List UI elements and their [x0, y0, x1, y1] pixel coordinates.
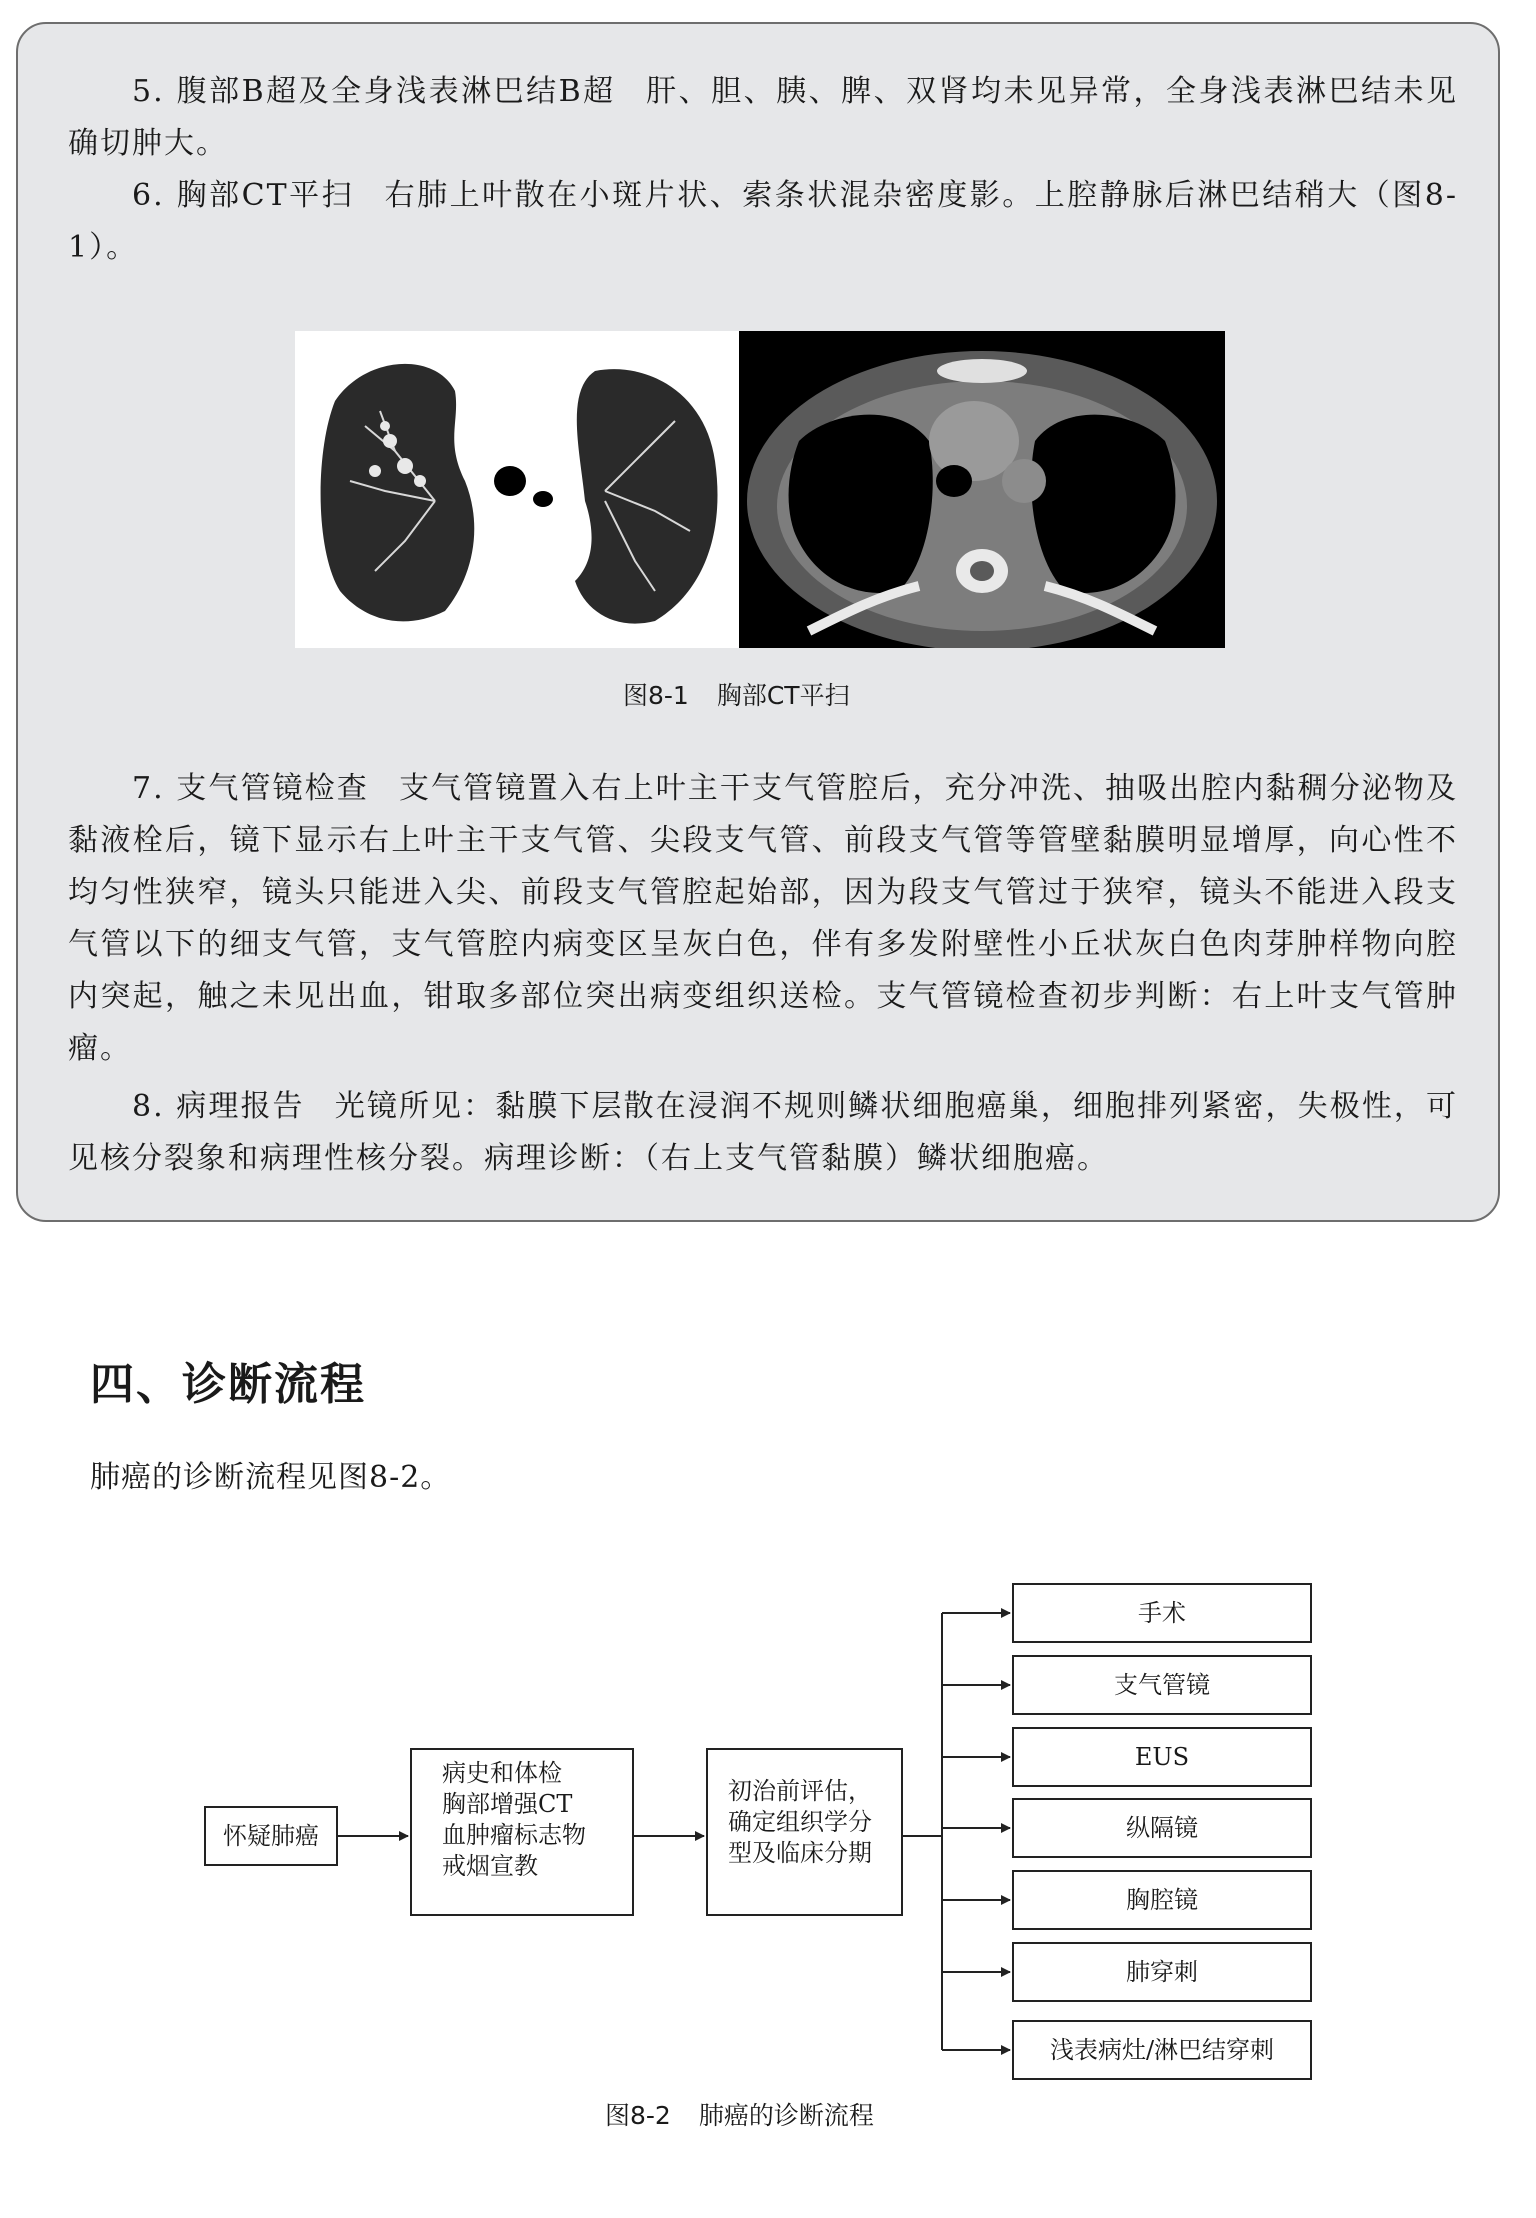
flow-option-box: [1012, 1798, 1312, 1858]
item-6-number: 6.: [132, 178, 165, 213]
flow-option-box: [1012, 1583, 1312, 1643]
item-6-body: 右肺上叶散在小斑片状、索条状混杂密度影。上腔静脉后淋巴结稍大（图8-1）。: [68, 178, 1458, 265]
ct-lung-window-image: [295, 331, 739, 648]
flow-start-box: [204, 1806, 338, 1866]
figure-8-2-caption: [605, 2096, 874, 2132]
item-8-body: 光镜所见：黏膜下层散在浸润不规则鳞状细胞癌巢，细胞排列紧密，失极性，可见核分裂象和病理性核分裂。病理诊断：（右上支气管黏膜）鳞状细胞癌。: [68, 1089, 1459, 1176]
flow-assess-line: 确定组织学分: [728, 1808, 872, 1836]
flow-start-label: 怀疑肺癌: [223, 1821, 319, 1850]
section-intro: 肺癌的诊断流程见图8-2。: [90, 1460, 452, 1495]
ct-mediastinal-window-image: [739, 331, 1225, 648]
item-7-heading: 支气管镜检查: [176, 771, 369, 806]
flow-exam-line: 血肿瘤标志物: [442, 1821, 586, 1849]
figure-8-2-label: 图8-2: [605, 2101, 671, 2130]
flow-exam-line: 戒烟宣教: [442, 1852, 538, 1880]
item-5-number: 5.: [132, 74, 165, 109]
flow-assess-line: 型及临床分期: [728, 1839, 872, 1867]
item-7-number: 7.: [132, 771, 165, 806]
case-item-8: [68, 1081, 1458, 1185]
flow-option-label: 纵隔镜: [1126, 1813, 1198, 1842]
flow-exam-line: 病史和体检: [442, 1759, 562, 1787]
section-heading: 四、诊断流程: [90, 1359, 366, 1410]
figure-8-1-caption: [623, 676, 850, 712]
item-5-heading: 腹部B超及全身浅表淋巴结B超: [176, 74, 616, 109]
flow-option-box: [1012, 1727, 1312, 1787]
flow-option-box: [1012, 1942, 1312, 2002]
flow-option-label: EUS: [1134, 1742, 1190, 1771]
flow-option-box: [1012, 1870, 1312, 1930]
flow-option-box: [1012, 1655, 1312, 1715]
flow-option-label: 胸腔镜: [1126, 1885, 1198, 1914]
flow-option-label: 浅表病灶/淋巴结穿刺: [1049, 2035, 1275, 2064]
flow-assess-line: 初治前评估，: [728, 1777, 872, 1805]
case-item-7: [68, 763, 1458, 1075]
flow-exam-line: 胸部增强CT: [442, 1790, 573, 1818]
item-6-heading: 胸部CT平扫: [176, 178, 355, 213]
flow-option-label: 手术: [1138, 1598, 1186, 1627]
case-item-5: [68, 66, 1458, 170]
flow-option-label: 肺穿刺: [1126, 1957, 1198, 1986]
item-8-heading: 病理报告: [176, 1089, 305, 1124]
figure-8-1-label: 图8-1: [623, 681, 689, 710]
flow-assessment-box: [706, 1748, 903, 1916]
flow-option-box: [1012, 2020, 1312, 2080]
flow-option-label: 支气管镜: [1114, 1670, 1210, 1699]
figure-8-1-ct-images: [295, 331, 1225, 648]
item-5-body: 肝、胆、胰、脾、双肾均未见异常，全身浅表淋巴结未见确切肿大。: [68, 74, 1458, 161]
figure-8-1-title: 胸部CT平扫: [716, 681, 850, 710]
item-8-number: 8.: [132, 1089, 165, 1124]
figure-8-2-title: 肺癌的诊断流程: [698, 2101, 874, 2130]
flow-exam-box: [410, 1748, 634, 1916]
case-item-6: [68, 170, 1458, 274]
item-7-body: 支气管镜置入右上叶主干支气管腔后，充分冲洗、抽吸出腔内黏稠分泌物及黏液栓后，镜下显示右上叶主干支气管、尖段支气管、前段支气管等管壁黏膜明显增厚，向心性不均匀性狭窄，镜头只能进入尖、前段支气管腔起始部，因为段支气管过于狭窄，镜头不能进入段支气管以下的细支气管，支气管腔内病变区呈灰白色，伴有多发附壁性小丘状灰白色肉芽肿样物向腔内突起，触之未见出血，钳取多部位突出病变组织送检。支气管镜检查初步判断：右上叶支气管肿瘤。: [68, 771, 1459, 1066]
